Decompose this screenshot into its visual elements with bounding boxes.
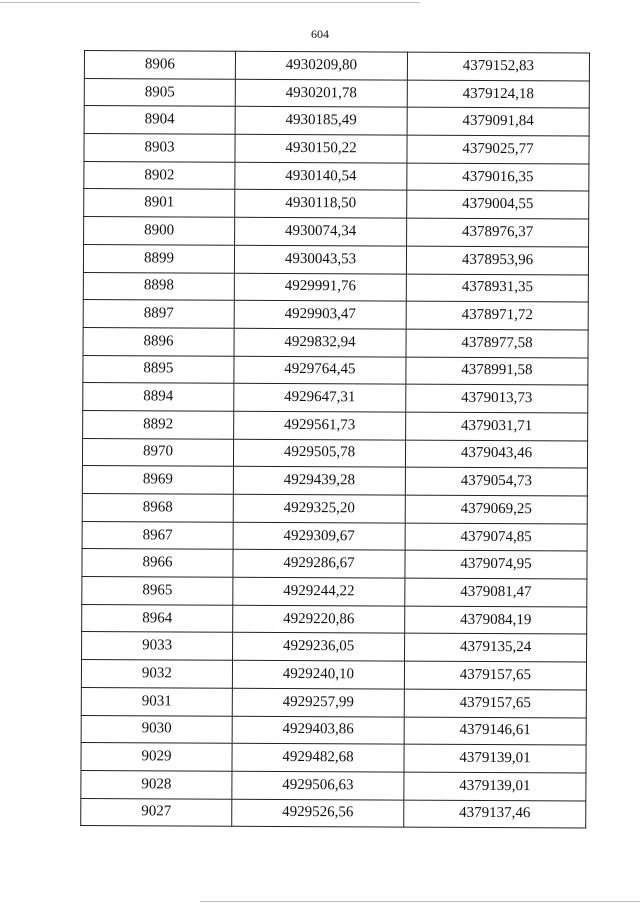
coordinates-table: [80, 50, 590, 829]
y-coordinate-cell: 4379013,73: [406, 384, 588, 413]
x-coordinate-cell: 4929439,28: [233, 467, 405, 496]
point-number-cell: 9028: [81, 770, 232, 798]
point-number-cell: 8900: [84, 217, 235, 245]
x-coordinate-cell: 4929257,99: [232, 688, 404, 717]
y-coordinate-cell: 4379004,55: [407, 191, 589, 220]
y-coordinate-cell: 4379146,61: [404, 717, 586, 746]
table-row: [84, 134, 589, 164]
point-number-cell: 8892: [83, 410, 234, 438]
x-coordinate-cell: 4929561,73: [234, 411, 406, 440]
x-coordinate-cell: 4929526,56: [232, 799, 404, 828]
x-coordinate-cell: 4929286,67: [233, 550, 405, 579]
table-row: [82, 438, 587, 468]
point-number-cell: 8964: [82, 604, 233, 632]
y-coordinate-cell: 4379031,71: [406, 412, 588, 441]
y-coordinate-cell: 4379157,65: [404, 661, 586, 690]
point-number-cell: 9033: [82, 632, 233, 660]
y-coordinate-cell: 4379124,18: [407, 80, 589, 109]
x-coordinate-cell: 4929903,47: [234, 300, 406, 329]
x-coordinate-cell: 4930043,53: [234, 245, 406, 274]
x-coordinate-cell: 4929647,31: [234, 383, 406, 412]
table-row: [83, 355, 588, 385]
table-row: [83, 272, 588, 302]
point-number-cell: 8899: [83, 244, 234, 272]
y-coordinate-cell: 4378953,96: [406, 246, 588, 275]
table-row: [83, 410, 588, 440]
point-number-cell: 9030: [81, 715, 232, 743]
table-row: [81, 743, 586, 773]
x-coordinate-cell: 4929240,10: [232, 660, 404, 689]
point-number-cell: 8968: [82, 493, 233, 521]
table-row: [82, 604, 587, 634]
table-row: [81, 798, 586, 828]
y-coordinate-cell: 4378991,58: [406, 357, 588, 386]
scan-edge-top: [0, 2, 420, 3]
scan-edge-bottom: [200, 901, 640, 902]
page-number: 604: [311, 27, 329, 41]
point-number-cell: 8902: [84, 161, 235, 189]
x-coordinate-cell: 4929309,67: [233, 522, 405, 551]
x-coordinate-cell: 4929325,20: [233, 494, 405, 523]
point-number-cell: 8969: [82, 466, 233, 494]
x-coordinate-cell: 4930201,78: [235, 79, 407, 108]
y-coordinate-cell: 4378977,58: [406, 329, 588, 358]
y-coordinate-cell: 4379137,46: [404, 800, 586, 829]
x-coordinate-cell: 4929764,45: [234, 356, 406, 385]
y-coordinate-cell: 4379054,73: [405, 467, 587, 496]
y-coordinate-cell: 4378976,37: [407, 218, 589, 247]
x-coordinate-cell: 4930140,54: [235, 162, 407, 191]
table-row: [82, 577, 587, 607]
y-coordinate-cell: 4379043,46: [405, 440, 587, 469]
x-coordinate-cell: 4929991,76: [234, 273, 406, 302]
x-coordinate-cell: 4929244,22: [233, 577, 405, 606]
x-coordinate-cell: 4930185,49: [235, 107, 407, 136]
x-coordinate-cell: 4930074,34: [235, 217, 407, 246]
point-number-cell: 8894: [83, 383, 234, 411]
table-row: [83, 244, 588, 274]
table-row: [84, 78, 589, 108]
y-coordinate-cell: 4378971,72: [406, 301, 588, 330]
table-row: [84, 106, 589, 136]
y-coordinate-cell: 4379074,95: [405, 550, 587, 579]
table-row: [82, 549, 587, 579]
y-coordinate-cell: 4379069,25: [405, 495, 587, 524]
point-number-cell: 8903: [84, 134, 235, 162]
y-coordinate-cell: 4379152,83: [407, 52, 589, 81]
y-coordinate-cell: 4379135,24: [405, 634, 587, 663]
y-coordinate-cell: 4379139,01: [404, 744, 586, 773]
table-row: [84, 161, 589, 191]
x-coordinate-cell: 4929236,05: [233, 633, 405, 662]
x-coordinate-cell: 4929832,94: [234, 328, 406, 357]
point-number-cell: 9031: [81, 687, 232, 715]
table-row: [81, 770, 586, 800]
x-coordinate-cell: 4930150,22: [235, 134, 407, 163]
point-number-cell: 8897: [83, 300, 234, 328]
y-coordinate-cell: 4379084,19: [405, 606, 587, 635]
table-row: [82, 521, 587, 551]
table-row: [81, 715, 586, 745]
y-coordinate-cell: 4379016,35: [407, 163, 589, 192]
x-coordinate-cell: 4929403,86: [232, 716, 404, 745]
table-row: [84, 51, 589, 81]
point-number-cell: 8970: [82, 438, 233, 466]
x-coordinate-cell: 4930118,50: [235, 190, 407, 219]
x-coordinate-cell: 4930209,80: [235, 51, 407, 80]
point-number-cell: 8965: [82, 577, 233, 605]
y-coordinate-cell: 4379157,65: [404, 689, 586, 718]
y-coordinate-cell: 4379091,84: [407, 107, 589, 136]
point-number-cell: 8901: [84, 189, 235, 217]
point-number-cell: 8905: [84, 78, 235, 106]
table-row: [82, 632, 587, 662]
x-coordinate-cell: 4929482,68: [232, 743, 404, 772]
point-number-cell: 8904: [84, 106, 235, 134]
point-number-cell: 8906: [84, 51, 235, 79]
y-coordinate-cell: 4379081,47: [405, 578, 587, 607]
x-coordinate-cell: 4929220,86: [233, 605, 405, 634]
y-coordinate-cell: 4378931,35: [406, 274, 588, 303]
y-coordinate-cell: 4379025,77: [407, 135, 589, 164]
table-row: [83, 300, 588, 330]
table-row: [83, 327, 588, 357]
point-number-cell: 9029: [81, 743, 232, 771]
y-coordinate-cell: 4379074,85: [405, 523, 587, 552]
x-coordinate-cell: 4929506,63: [232, 771, 404, 800]
point-number-cell: 8967: [82, 521, 233, 549]
table-row: [81, 687, 586, 717]
x-coordinate-cell: 4929505,78: [233, 439, 405, 468]
table-row: [84, 217, 589, 247]
coordinates-table-body: [81, 51, 590, 829]
point-number-cell: 9032: [81, 660, 232, 688]
table-row: [82, 466, 587, 496]
table-row: [83, 383, 588, 413]
y-coordinate-cell: 4379139,01: [404, 772, 586, 801]
point-number-cell: 9027: [81, 798, 232, 826]
point-number-cell: 8896: [83, 327, 234, 355]
point-number-cell: 8895: [83, 355, 234, 383]
table-row: [81, 660, 586, 690]
table-row: [84, 189, 589, 219]
point-number-cell: 8898: [83, 272, 234, 300]
point-number-cell: 8966: [82, 549, 233, 577]
table-row: [82, 493, 587, 523]
